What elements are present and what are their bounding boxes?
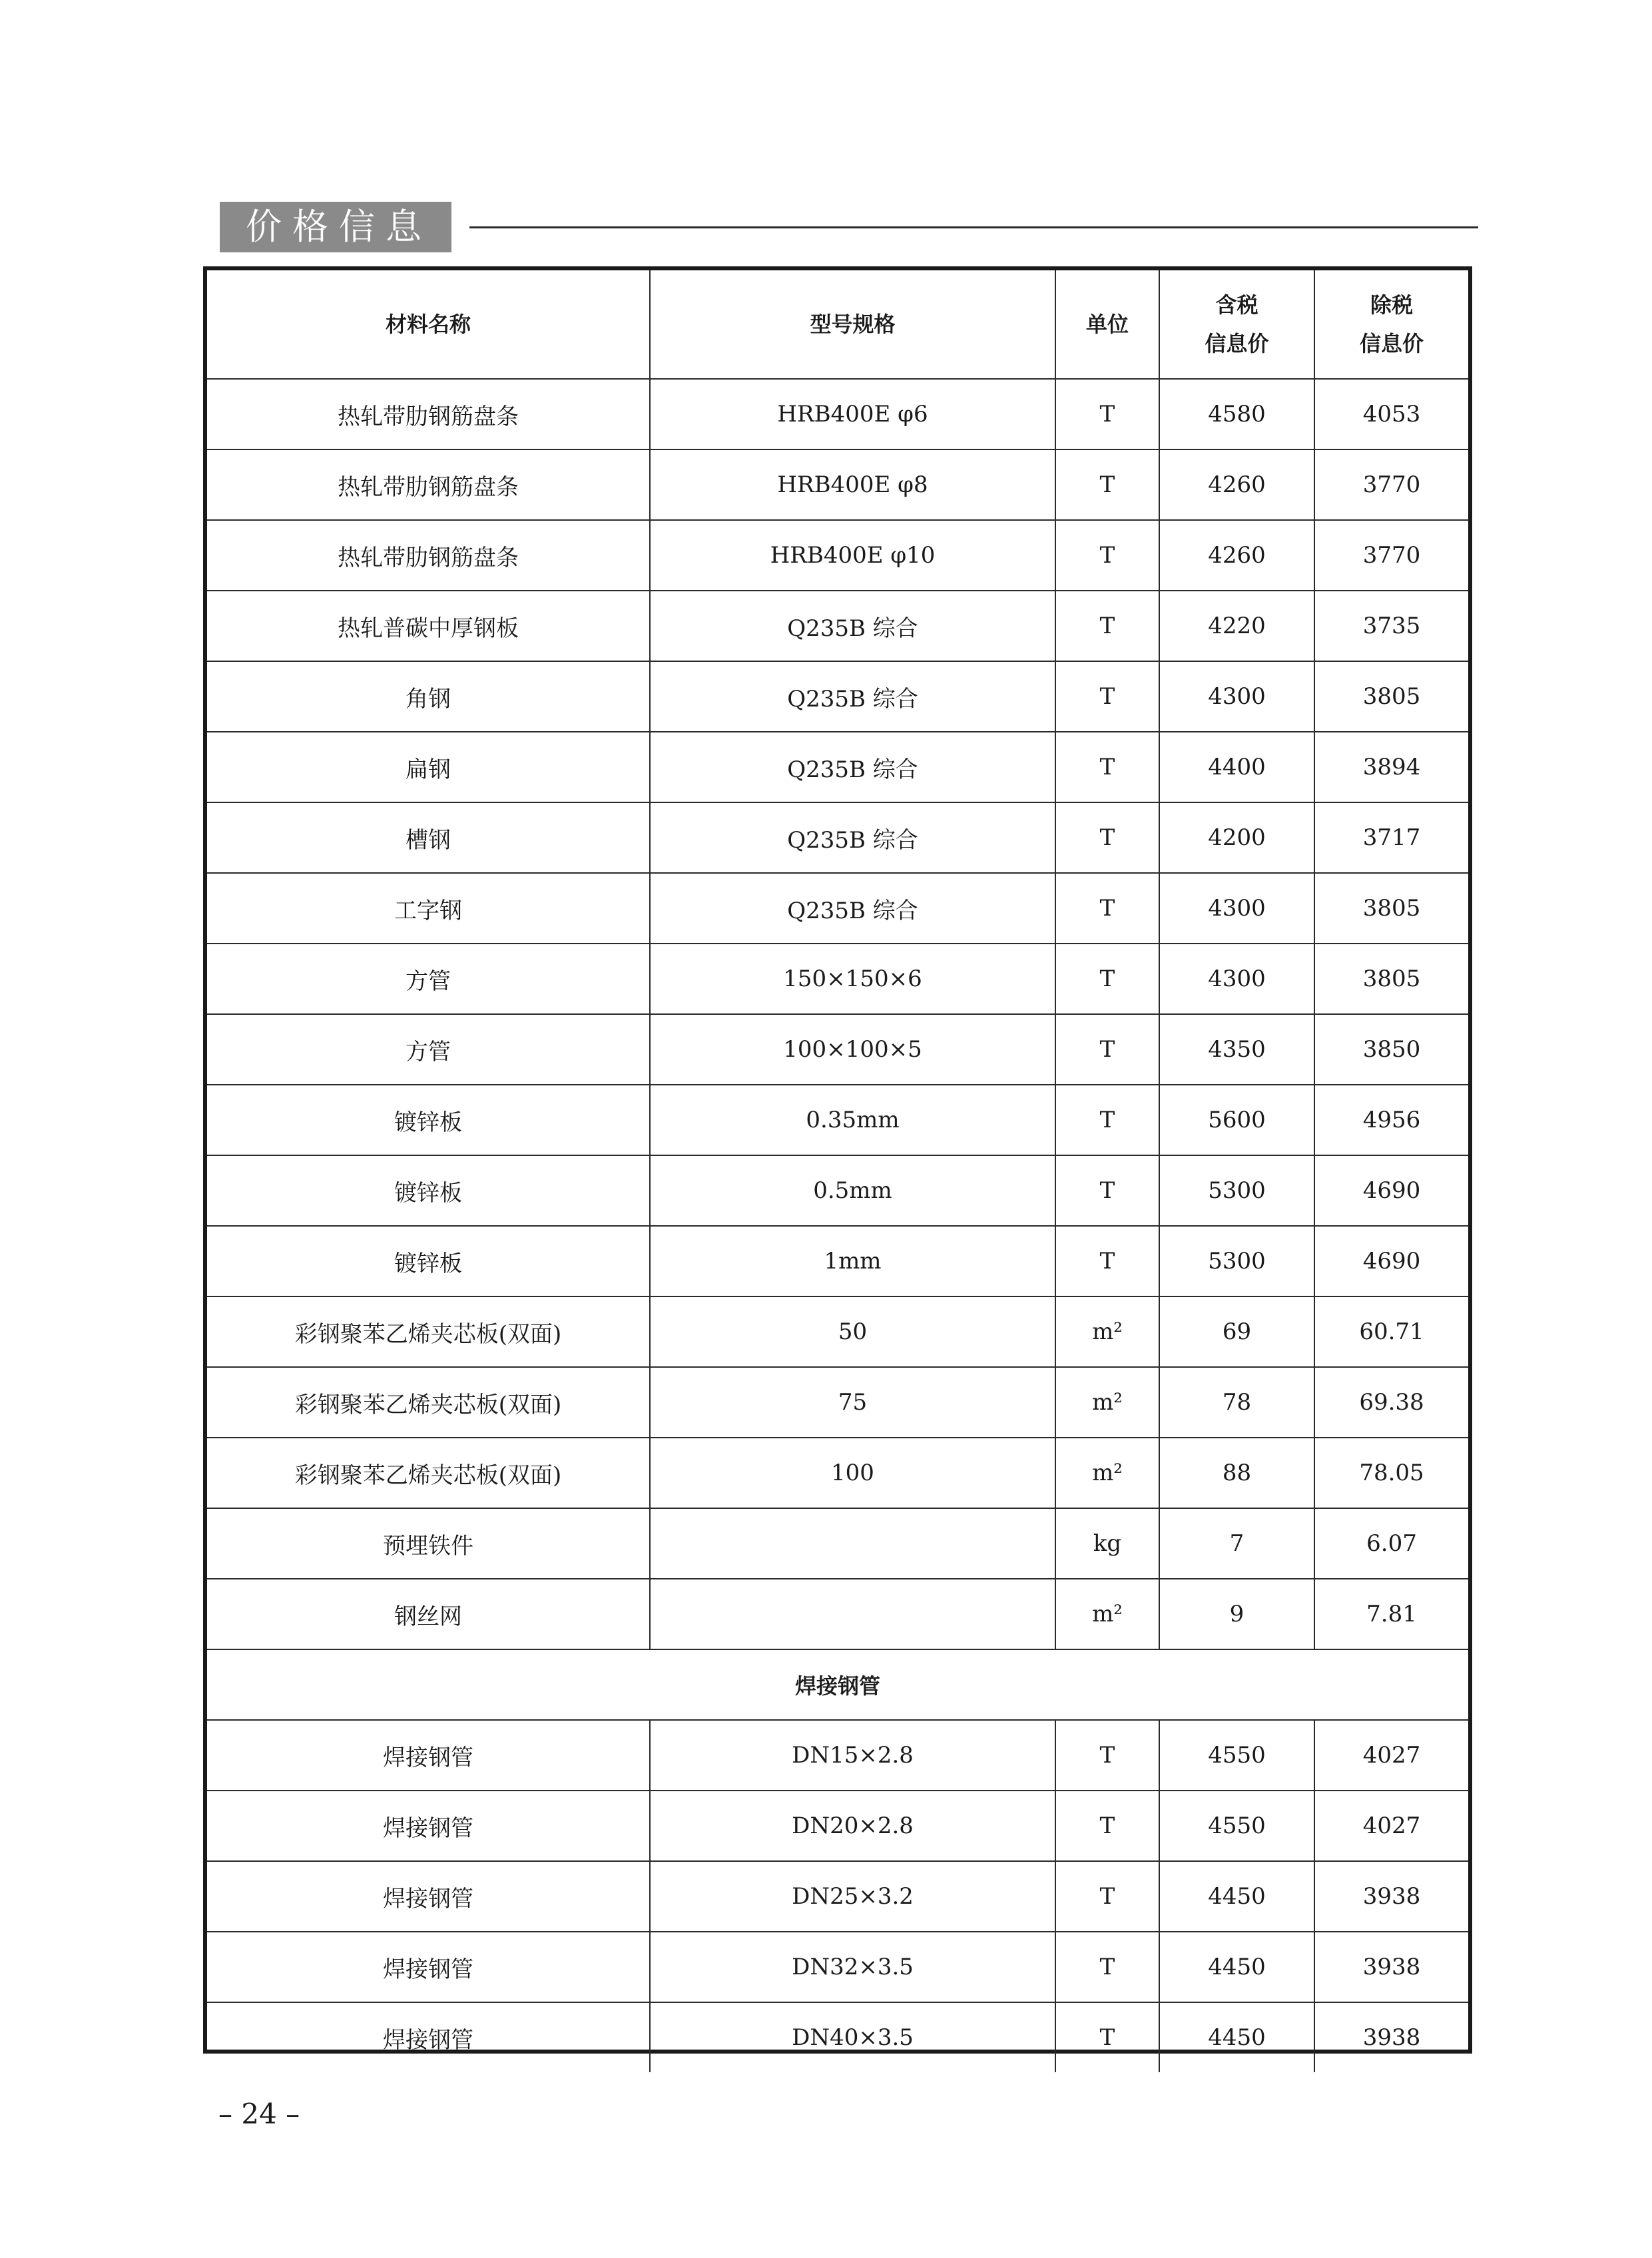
- section-header: [220, 202, 1478, 252]
- table-row: [207, 732, 1468, 802]
- tax-included-price-cell: 4580: [1159, 379, 1314, 449]
- spec-cell: DN40×3.5: [650, 2002, 1055, 2072]
- spec-cell: 1mm: [650, 1226, 1055, 1296]
- unit-cell: T: [1055, 1861, 1159, 1932]
- tax-excluded-price-cell: 3770: [1314, 520, 1468, 591]
- material-name-cell: 焊接钢管: [207, 1791, 650, 1861]
- header-tax-excluded-line2: 信息价: [1359, 331, 1424, 356]
- spec-cell: DN32×3.5: [650, 1932, 1055, 2002]
- section-label: 焊接钢管: [207, 1649, 1468, 1720]
- spec-cell: DN25×3.2: [650, 1861, 1055, 1932]
- unit-cell: T: [1055, 2002, 1159, 2072]
- table-row: [207, 1720, 1468, 1791]
- table-row: [207, 1438, 1468, 1508]
- spec-cell: [650, 1579, 1055, 1649]
- tax-excluded-price-cell: 3770: [1314, 449, 1468, 520]
- tax-included-price-cell: 4350: [1159, 1014, 1314, 1085]
- tax-excluded-price-cell: 78.05: [1314, 1438, 1468, 1508]
- tax-included-price-cell: 4300: [1159, 873, 1314, 944]
- unit-cell: T: [1055, 732, 1159, 802]
- material-name-cell: 镀锌板: [207, 1226, 650, 1296]
- tax-excluded-price-cell: 3894: [1314, 732, 1468, 802]
- tax-included-price-cell: 4450: [1159, 1932, 1314, 2002]
- spec-cell: Q235B 综合: [650, 661, 1055, 732]
- tax-included-price-cell: 9: [1159, 1579, 1314, 1649]
- unit-cell: T: [1055, 449, 1159, 520]
- unit-cell: T: [1055, 591, 1159, 661]
- tax-included-price-cell: 88: [1159, 1438, 1314, 1508]
- unit-cell: T: [1055, 1085, 1159, 1155]
- table-header-row: [207, 270, 1468, 379]
- tax-excluded-price-cell: 3938: [1314, 2002, 1468, 2072]
- table-row: [207, 1367, 1468, 1438]
- section-divider: [469, 226, 1478, 228]
- tax-excluded-price-cell: 3805: [1314, 944, 1468, 1014]
- table-row: [207, 1085, 1468, 1155]
- tax-excluded-price-cell: 3805: [1314, 873, 1468, 944]
- material-name-cell: 焊接钢管: [207, 1720, 650, 1791]
- spec-cell: 50: [650, 1296, 1055, 1367]
- material-name-cell: 彩钢聚苯乙烯夹芯板(双面): [207, 1367, 650, 1438]
- header-unit: 单位: [1055, 270, 1159, 379]
- table-section-welded-pipe: [207, 1649, 1468, 1720]
- price-table: [207, 270, 1468, 2072]
- table-row: [207, 1579, 1468, 1649]
- material-name-cell: 工字钢: [207, 873, 650, 944]
- table-row: [207, 1791, 1468, 1861]
- spec-cell: Q235B 综合: [650, 732, 1055, 802]
- material-name-cell: 扁钢: [207, 732, 650, 802]
- tax-excluded-price-cell: 3938: [1314, 1861, 1468, 1932]
- unit-cell: T: [1055, 1014, 1159, 1085]
- tax-excluded-price-cell: 3938: [1314, 1932, 1468, 2002]
- tax-included-price-cell: 4200: [1159, 802, 1314, 873]
- tax-excluded-price-cell: 4053: [1314, 379, 1468, 449]
- table-row: [207, 661, 1468, 732]
- spec-cell: [650, 1508, 1055, 1579]
- header-tax-included-price: [1159, 270, 1314, 379]
- table-row: [207, 1861, 1468, 1932]
- tax-included-price-cell: 4260: [1159, 520, 1314, 591]
- table-row: [207, 873, 1468, 944]
- tax-included-price-cell: 5600: [1159, 1085, 1314, 1155]
- material-name-cell: 预埋铁件: [207, 1508, 650, 1579]
- material-name-cell: 方管: [207, 1014, 650, 1085]
- tax-included-price-cell: 4400: [1159, 732, 1314, 802]
- tax-included-price-cell: 5300: [1159, 1226, 1314, 1296]
- unit-cell: T: [1055, 1226, 1159, 1296]
- material-name-cell: 槽钢: [207, 802, 650, 873]
- tax-included-price-cell: 5300: [1159, 1155, 1314, 1226]
- material-name-cell: 方管: [207, 944, 650, 1014]
- unit-cell: T: [1055, 520, 1159, 591]
- tax-excluded-price-cell: 4027: [1314, 1791, 1468, 1861]
- spec-cell: DN15×2.8: [650, 1720, 1055, 1791]
- material-name-cell: 焊接钢管: [207, 2002, 650, 2072]
- tax-included-price-cell: 4550: [1159, 1720, 1314, 1791]
- tax-included-price-cell: 69: [1159, 1296, 1314, 1367]
- unit-cell: T: [1055, 661, 1159, 732]
- material-name-cell: 钢丝网: [207, 1579, 650, 1649]
- material-name-cell: 彩钢聚苯乙烯夹芯板(双面): [207, 1438, 650, 1508]
- unit-cell: T: [1055, 379, 1159, 449]
- section-row: [207, 1649, 1468, 1720]
- unit-cell: m²: [1055, 1367, 1159, 1438]
- table-row: [207, 1226, 1468, 1296]
- material-name-cell: 角钢: [207, 661, 650, 732]
- table-row: [207, 1155, 1468, 1226]
- table-row: [207, 1296, 1468, 1367]
- section-title: 价格信息: [220, 202, 451, 252]
- material-name-cell: 热轧带肋钢筋盘条: [207, 379, 650, 449]
- unit-cell: kg: [1055, 1508, 1159, 1579]
- table-row: [207, 591, 1468, 661]
- table-body-steel: [207, 379, 1468, 1649]
- spec-cell: HRB400E φ6: [650, 379, 1055, 449]
- unit-cell: T: [1055, 944, 1159, 1014]
- material-name-cell: 热轧带肋钢筋盘条: [207, 449, 650, 520]
- table-row: [207, 449, 1468, 520]
- tax-excluded-price-cell: 3850: [1314, 1014, 1468, 1085]
- page-number: – 24 –: [218, 2098, 300, 2130]
- tax-excluded-price-cell: 3717: [1314, 802, 1468, 873]
- material-name-cell: 镀锌板: [207, 1155, 650, 1226]
- tax-excluded-price-cell: 4027: [1314, 1720, 1468, 1791]
- spec-cell: 100×100×5: [650, 1014, 1055, 1085]
- unit-cell: T: [1055, 1155, 1159, 1226]
- tax-included-price-cell: 7: [1159, 1508, 1314, 1579]
- tax-excluded-price-cell: 3805: [1314, 661, 1468, 732]
- header-tax-included-line2: 信息价: [1205, 331, 1269, 356]
- tax-included-price-cell: 4450: [1159, 1861, 1314, 1932]
- tax-excluded-price-cell: 60.71: [1314, 1296, 1468, 1367]
- spec-cell: 0.35mm: [650, 1085, 1055, 1155]
- unit-cell: m²: [1055, 1438, 1159, 1508]
- table-row: [207, 2002, 1468, 2072]
- price-table-frame: [203, 266, 1472, 2054]
- tax-excluded-price-cell: 3735: [1314, 591, 1468, 661]
- table-row: [207, 944, 1468, 1014]
- material-name-cell: 镀锌板: [207, 1085, 650, 1155]
- table-row: [207, 802, 1468, 873]
- unit-cell: T: [1055, 802, 1159, 873]
- table-row: [207, 1508, 1468, 1579]
- tax-included-price-cell: 4300: [1159, 661, 1314, 732]
- spec-cell: 75: [650, 1367, 1055, 1438]
- table-row: [207, 1014, 1468, 1085]
- tax-excluded-price-cell: 7.81: [1314, 1579, 1468, 1649]
- material-name-cell: 热轧带肋钢筋盘条: [207, 520, 650, 591]
- unit-cell: m²: [1055, 1579, 1159, 1649]
- tax-excluded-price-cell: 69.38: [1314, 1367, 1468, 1438]
- unit-cell: T: [1055, 873, 1159, 944]
- tax-excluded-price-cell: 4690: [1314, 1155, 1468, 1226]
- header-material-name: 材料名称: [207, 270, 650, 379]
- spec-cell: Q235B 综合: [650, 591, 1055, 661]
- tax-included-price-cell: 4300: [1159, 944, 1314, 1014]
- spec-cell: HRB400E φ8: [650, 449, 1055, 520]
- tax-included-price-cell: 78: [1159, 1367, 1314, 1438]
- unit-cell: T: [1055, 1720, 1159, 1791]
- material-name-cell: 焊接钢管: [207, 1861, 650, 1932]
- unit-cell: T: [1055, 1791, 1159, 1861]
- spec-cell: DN20×2.8: [650, 1791, 1055, 1861]
- material-name-cell: 焊接钢管: [207, 1932, 650, 2002]
- tax-included-price-cell: 4260: [1159, 449, 1314, 520]
- table-row: [207, 1932, 1468, 2002]
- spec-cell: 0.5mm: [650, 1155, 1055, 1226]
- header-tax-included-line1: 含税: [1215, 292, 1258, 318]
- header-tax-excluded-price: [1314, 270, 1468, 379]
- tax-included-price-cell: 4450: [1159, 2002, 1314, 2072]
- material-name-cell: 热轧普碳中厚钢板: [207, 591, 650, 661]
- tax-included-price-cell: 4220: [1159, 591, 1314, 661]
- tax-excluded-price-cell: 4956: [1314, 1085, 1468, 1155]
- tax-included-price-cell: 4550: [1159, 1791, 1314, 1861]
- table-row: [207, 520, 1468, 591]
- spec-cell: Q235B 综合: [650, 873, 1055, 944]
- tax-excluded-price-cell: 4690: [1314, 1226, 1468, 1296]
- material-name-cell: 彩钢聚苯乙烯夹芯板(双面): [207, 1296, 650, 1367]
- unit-cell: m²: [1055, 1296, 1159, 1367]
- spec-cell: HRB400E φ10: [650, 520, 1055, 591]
- table-body-welded-pipe: [207, 1720, 1468, 2072]
- unit-cell: T: [1055, 1932, 1159, 2002]
- table-row: [207, 379, 1468, 449]
- header-spec: 型号规格: [650, 270, 1055, 379]
- tax-excluded-price-cell: 6.07: [1314, 1508, 1468, 1579]
- spec-cell: 150×150×6: [650, 944, 1055, 1014]
- spec-cell: Q235B 综合: [650, 802, 1055, 873]
- spec-cell: 100: [650, 1438, 1055, 1508]
- header-tax-excluded-line1: 除税: [1370, 292, 1413, 318]
